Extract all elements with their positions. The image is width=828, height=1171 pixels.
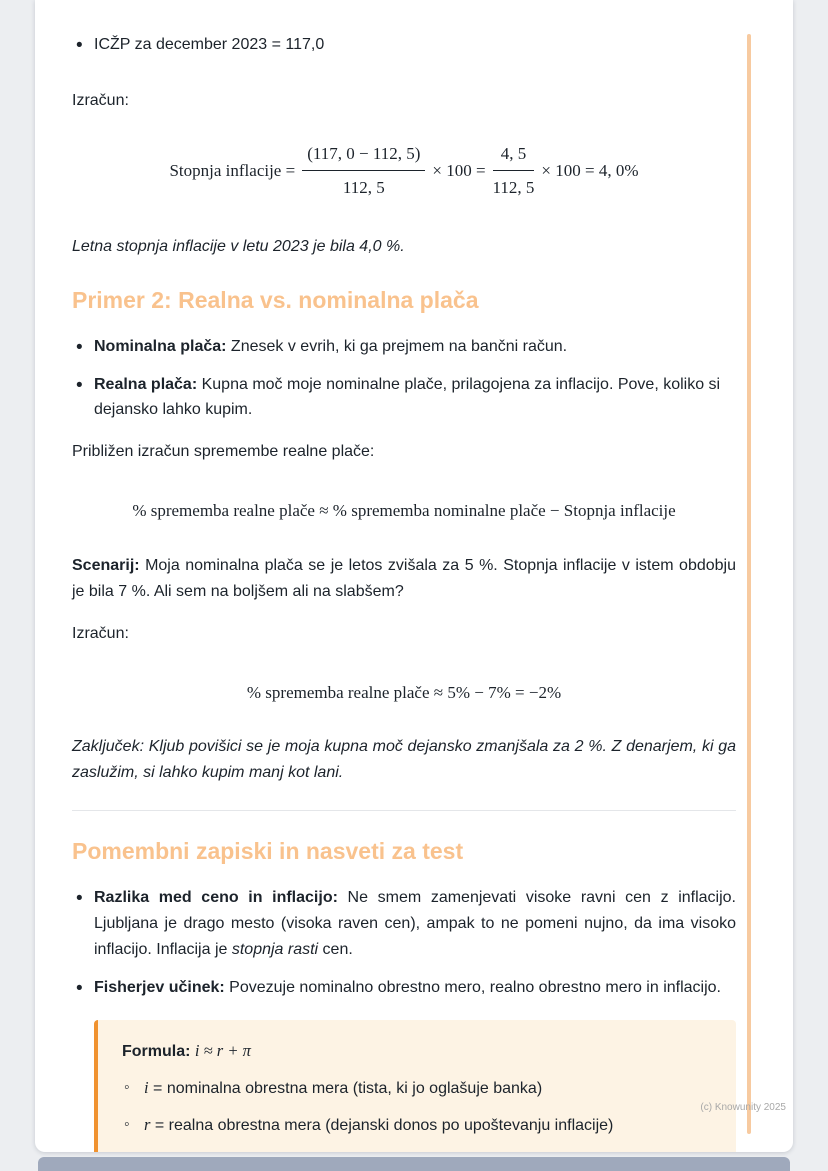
fraction-denominator: 112, 5: [342, 178, 385, 198]
bullet-text: Povezuje nominalno obrestno mero, realno obrestno mero in inflacijo.: [224, 978, 721, 996]
formula-sprememba: % sprememba realne plače ≈ 5% − 7% = −2%: [246, 682, 562, 702]
callout-math-expression: i ≈ r + π: [194, 1041, 251, 1061]
heading-primer-2: Primer 2: Realna vs. nominalna plača: [72, 286, 479, 313]
document-content: [72, 0, 736, 1152]
fraction-numerator: 4, 5: [493, 140, 535, 172]
formula-inflation: [72, 140, 736, 202]
bullet-lead: Realna plača:: [94, 375, 198, 393]
callout-title-row: [122, 1038, 712, 1065]
scenarij-text: Moja nominalna plača se je letos zvišala za 5 %. Stopnja inflacije v istem obdobju je bila 7 %. Ali sem na boljšem ali na slabšem?: [72, 556, 736, 600]
bullet-lead: Fisherjev učinek:: [94, 978, 225, 996]
zapiski-bullet-list: [72, 885, 736, 1001]
formula-callout: [94, 1020, 736, 1152]
callout-item-text: = realna obrestna mera (dejanski donos po upoštevanju inflacije): [150, 1117, 614, 1135]
variable-r: r: [144, 1115, 151, 1135]
callout-list: [122, 1075, 712, 1139]
izracun-label-1: Izračun:: [72, 91, 129, 109]
bullet-realna-placa: [72, 372, 736, 424]
note-letna-stopnja: Letna stopnja inflacije v letu 2023 je bila 4,0 %.: [72, 237, 405, 255]
section-divider: [72, 810, 736, 811]
callout-title: Formula:: [122, 1043, 195, 1061]
next-page-edge: [38, 1157, 790, 1171]
list-item: [72, 32, 736, 58]
bullet-nominalna-placa: [72, 334, 736, 360]
scenarij-lead: Scenarij:: [72, 556, 140, 574]
fraction-1: [302, 140, 425, 202]
top-bullet-list: [72, 32, 736, 58]
bullet-lead: Nominalna plača:: [94, 337, 227, 355]
heading-pomembni-zapiski: Pomembni zapiski in nasveti za test: [72, 837, 464, 864]
scroll-indicator[interactable]: [747, 34, 751, 1134]
note-zakljucek: Zaključek: Kljub povišici se je moja kupna moč dejansko zmanjšala za 2 %. Z denarjem, ki ga zaslužim, si lahko kupim manj kot lani.: [72, 738, 736, 781]
footer-credit: (c) Knowunity 2025: [700, 1102, 786, 1113]
para-priblizen-izracun: Približen izračun spremembe realne plače:: [72, 443, 375, 461]
bullet-razlika: [72, 885, 736, 963]
fraction-denominator: 112, 5: [492, 178, 535, 198]
formula-tail: × 100 = 4, 0%: [541, 161, 639, 181]
variable-i: i: [144, 1078, 149, 1098]
primer2-bullet-list: [72, 334, 736, 424]
bullet-emphasis: stopnja rasti: [231, 940, 319, 958]
callout-item-text: = nominalna obrestna mera (tista, ki jo oglašuje banka): [148, 1080, 543, 1098]
para-scenarij: [72, 553, 736, 605]
formula-realna-placa: % sprememba realne plače ≈ % sprememba nominalne plače − Stopnja inflacije: [132, 501, 676, 521]
bullet-text: Znesek v evrih, ki ga prejmem na bančni račun.: [226, 337, 568, 355]
bullet-text: Ne smem zamenjevati visoke ravni cen z inflacijo. Ljubljana je drago mesto (visoka raven cen), ampak to ne pomeni nujno, da ima visoko inflacijo. Inflacija je: [94, 888, 736, 958]
izracun-label-2: Izračun:: [72, 624, 129, 642]
fraction-numerator: (117, 0 − 112, 5): [302, 140, 425, 172]
bullet-fisher: [72, 975, 736, 1001]
bullet-text-tail: cen.: [318, 940, 353, 958]
iczp-value-text: ICŽP za december 2023 = 117,0: [94, 36, 325, 53]
document-page: [35, 0, 793, 1152]
callout-item-r: [122, 1112, 712, 1139]
bullet-text: Kupna moč moje nominalne plače, prilagojena za inflacijo. Pove, koliko si dejansko lahko kupim.: [94, 375, 721, 419]
callout-item-i: [122, 1075, 712, 1102]
bullet-lead: Razlika med ceno in inflacijo:: [94, 888, 338, 906]
formula-mid: × 100 =: [432, 161, 486, 181]
formula-lhs: Stopnja inflacije =: [169, 161, 296, 181]
fraction-2: [493, 140, 535, 202]
